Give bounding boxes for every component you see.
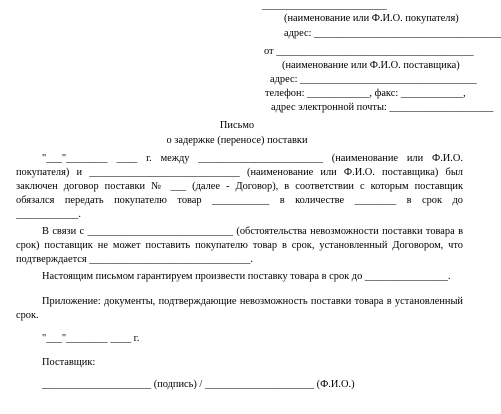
- recipient-name-line: ________________________: [262, 0, 387, 11]
- paragraph-1-line-2: покупателя) и _____________________________ (наименование или Ф.И.О. поставщика) был: [16, 167, 463, 178]
- paragraph-2-line-2: срок) поставщик не может поставить покупателю товар в срок, установленный Договором, что: [16, 240, 463, 251]
- letter-title: Письмо: [219, 120, 255, 131]
- letter-date: "___"________ ____ г.: [42, 333, 140, 344]
- recipient-name-caption: (наименование или Ф.И.О. покупателя): [284, 13, 459, 24]
- letter-subtitle: о задержке (переносе) поставки: [166, 135, 308, 146]
- recipient-address: адрес: ____________________________________: [284, 28, 501, 39]
- paragraph-1-line-4: обязался передать покупателю товар ___________ в количестве ________ в срок до: [16, 195, 463, 206]
- paragraph-1-line-1: "___"________ ____ г. между ________________________ (наименование или Ф.И.О.: [42, 153, 463, 164]
- sender-email: адрес электронной почты: ____________________: [271, 102, 494, 113]
- supplier-label: Поставщик:: [42, 357, 96, 368]
- sender-address: адрес: __________________________________: [270, 74, 477, 85]
- attachment-line-1: Приложение: документы, подтверждающие невозможность поставки товара в установленный: [42, 296, 463, 307]
- sender-from-line: от ______________________________________: [264, 46, 474, 57]
- paragraph-2-line-3: подтверждается _______________________________.: [16, 254, 253, 265]
- paragraph-1-line-3: заключен договор поставки № ___ (далее - Договор), в соответствии с которым поставщик: [16, 181, 463, 192]
- signature-line: _____________________ (подпись) / _____________________ (Ф.И.О.): [42, 379, 355, 390]
- sender-phone-fax: телефон: ____________, факс: ____________,: [265, 88, 466, 99]
- attachment-line-2: срок.: [16, 310, 39, 321]
- paragraph-2-line-1: В связи с ____________________________ (обстоятельства невозможности поставки товара в: [42, 226, 463, 237]
- paragraph-1-line-5: ____________.: [16, 209, 81, 220]
- sender-name-caption: (наименование или Ф.И.О. поставщика): [282, 60, 460, 71]
- paragraph-3: Настоящим письмом гарантируем произвести поставку товара в срок до ________________.: [42, 271, 451, 282]
